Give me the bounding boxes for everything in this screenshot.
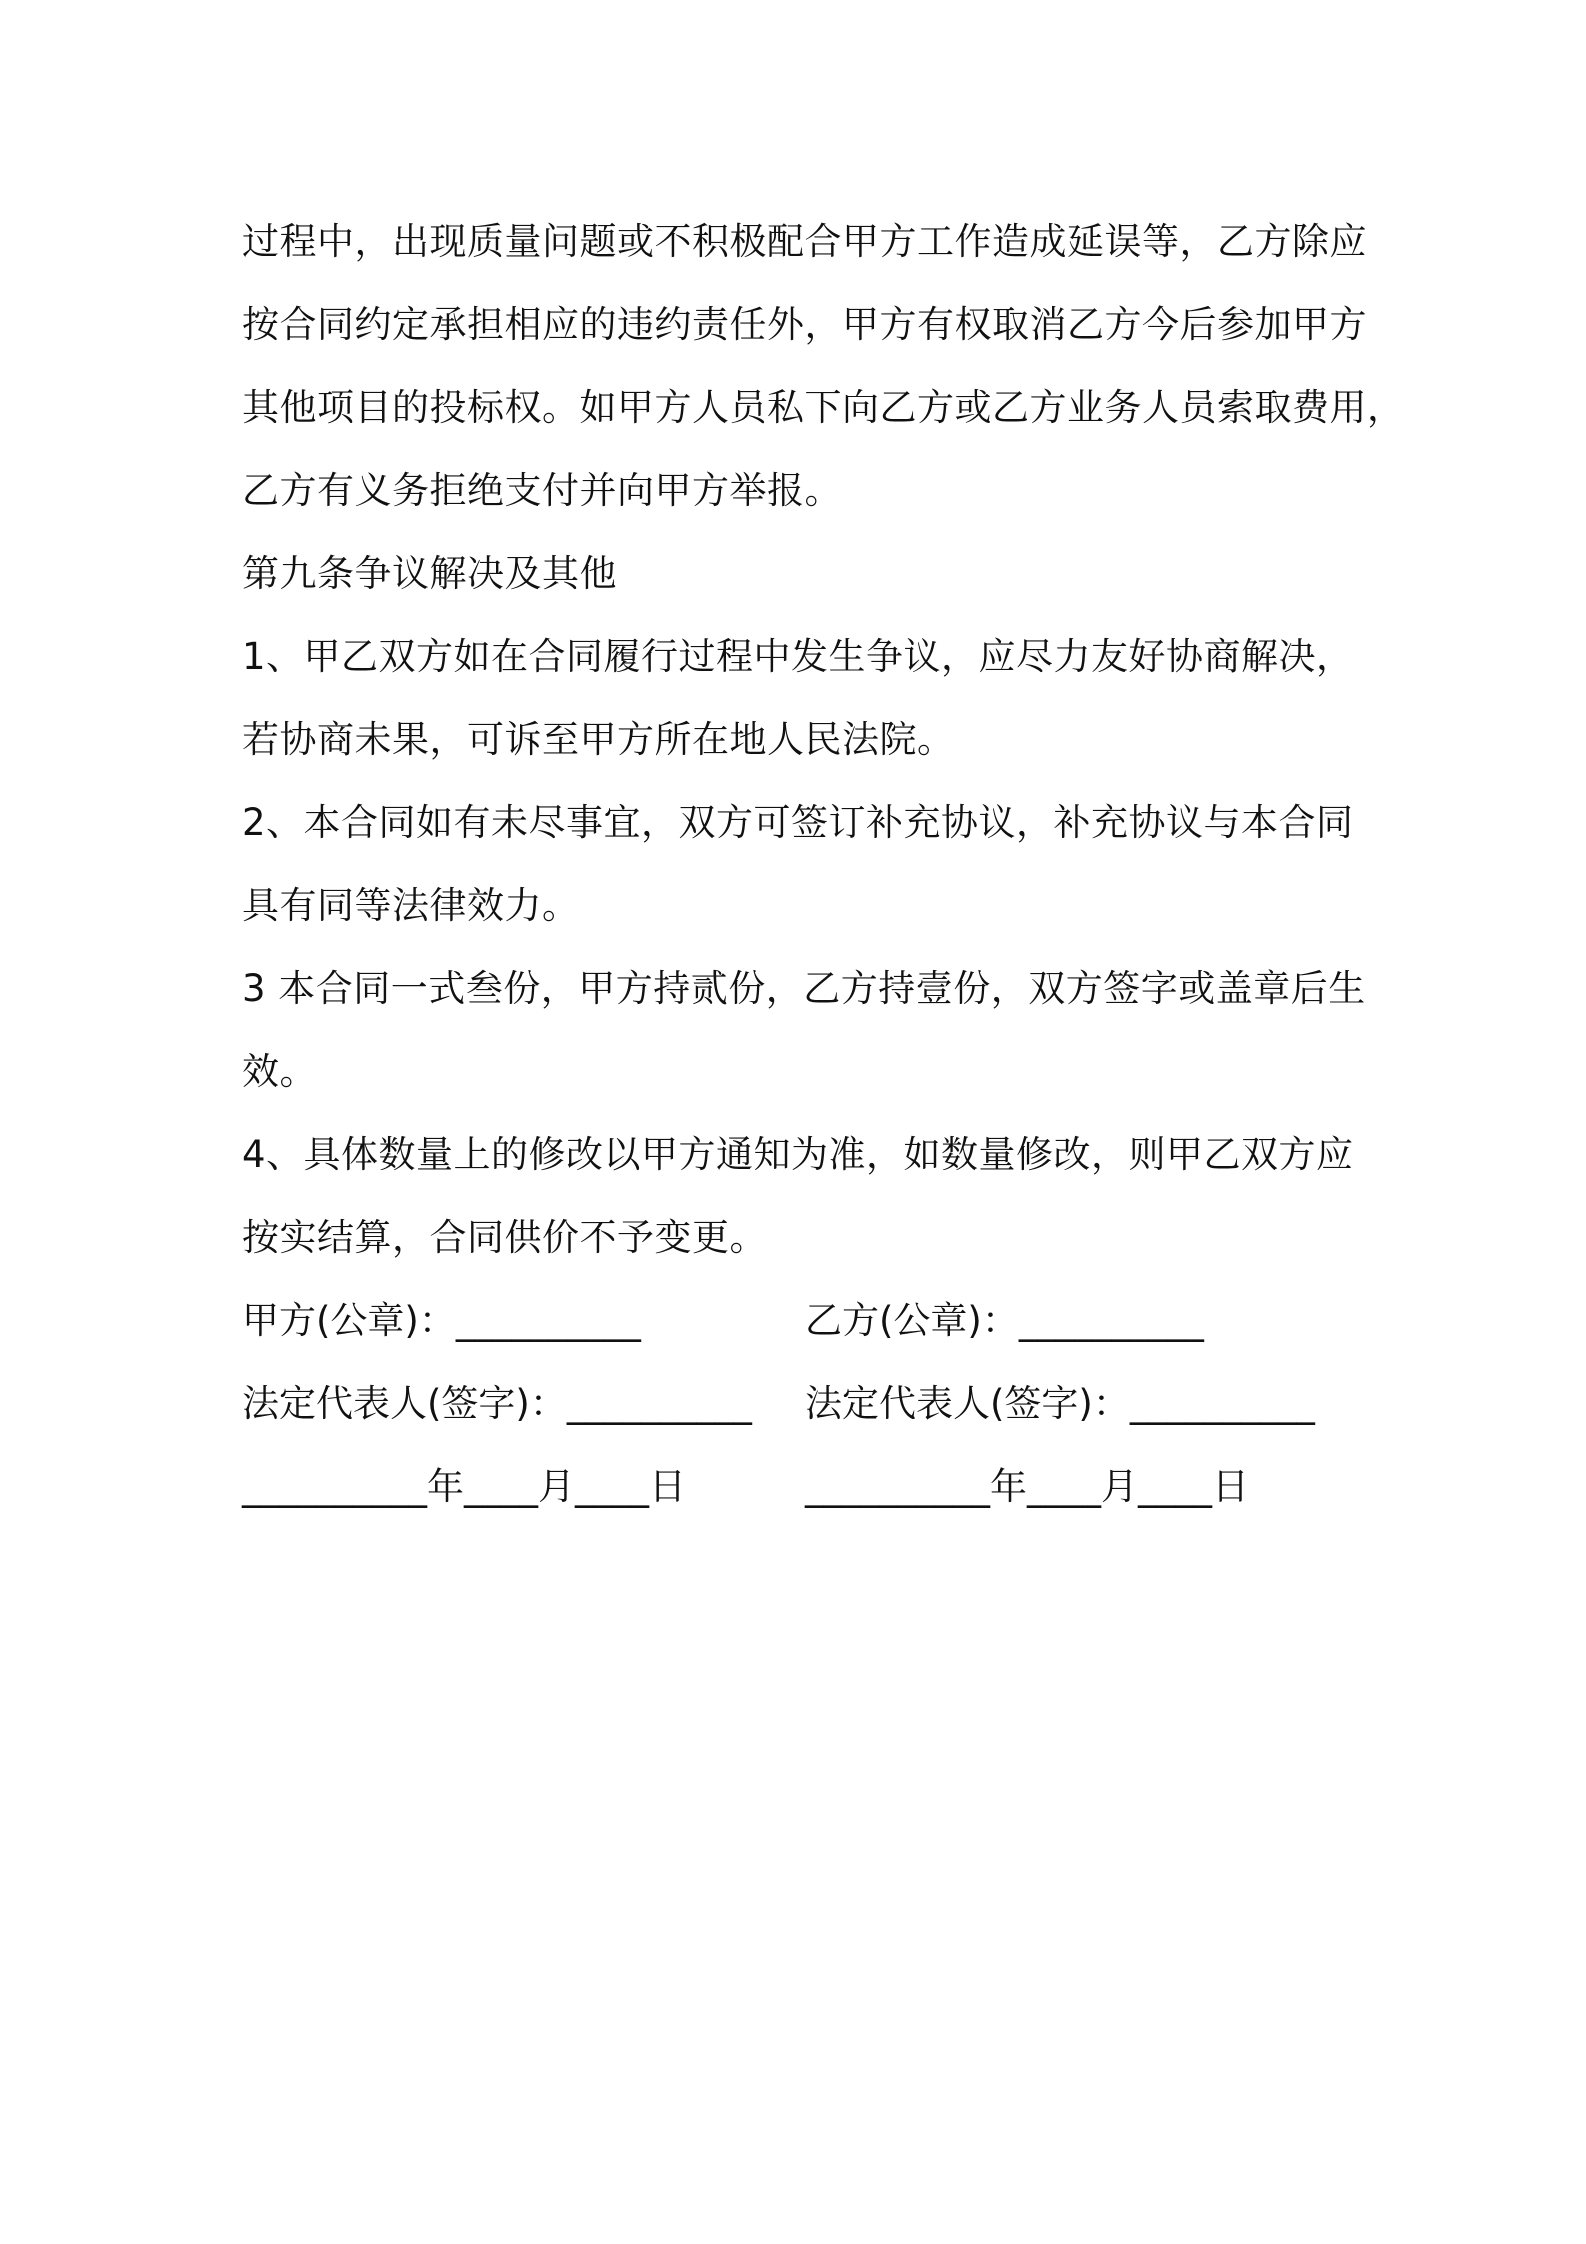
body-line: 按合同约定承担相应的违约责任外，甲方有权取消乙方今后参加甲方 xyxy=(242,303,1367,346)
party-a-rep-field: 法定代表人(签字)：__________ xyxy=(242,1382,752,1425)
clause-2-line: 2、本合同如有未尽事宜，双方可签订补充协议，补充协议与本合同 xyxy=(242,801,1354,844)
signature-seal-row xyxy=(242,1279,1372,1362)
document-page xyxy=(242,200,1405,1528)
party-b-seal-field: 乙方(公章)：__________ xyxy=(805,1299,1204,1342)
clause-1-line: 1、甲乙双方如在合同履行过程中发生争议，应尽力友好协商解决， xyxy=(242,635,1354,678)
clause-1-line: 若协商未果，可诉至甲方所在地人民法院。 xyxy=(242,718,955,761)
clause-4-line: 4、具体数量上的修改以甲方通知为准，如数量修改，则甲乙双方应 xyxy=(242,1133,1354,1176)
body-line: 乙方有义务拒绝支付并向甲方举报。 xyxy=(242,469,842,512)
signature-rep-row xyxy=(242,1362,1372,1445)
party-b-rep-field: 法定代表人(签字)：__________ xyxy=(805,1382,1315,1425)
body-line: 其他项目的投标权。如甲方人员私下向乙方或乙方业务人员索取费用， xyxy=(242,386,1405,429)
clause-3-line: 效。 xyxy=(242,1050,317,1093)
clause-3-line: 3 本合同一式叁份，甲方持贰份，乙方持壹份，双方签字或盖章后生 xyxy=(242,967,1366,1010)
clause-4-line: 按实结算，合同供价不予变更。 xyxy=(242,1216,767,1259)
signature-date-row xyxy=(242,1445,1372,1528)
body-line: 过程中，出现质量问题或不积极配合甲方工作造成延误等，乙方除应 xyxy=(242,220,1367,263)
party-a-seal-field: 甲方(公章)：__________ xyxy=(242,1299,641,1342)
party-b-date-field: __________年____月____日 xyxy=(805,1465,1249,1508)
clause-2-line: 具有同等法律效力。 xyxy=(242,884,580,927)
party-a-date-field: __________年____月____日 xyxy=(242,1465,686,1508)
section-heading: 第九条争议解决及其他 xyxy=(242,552,617,595)
